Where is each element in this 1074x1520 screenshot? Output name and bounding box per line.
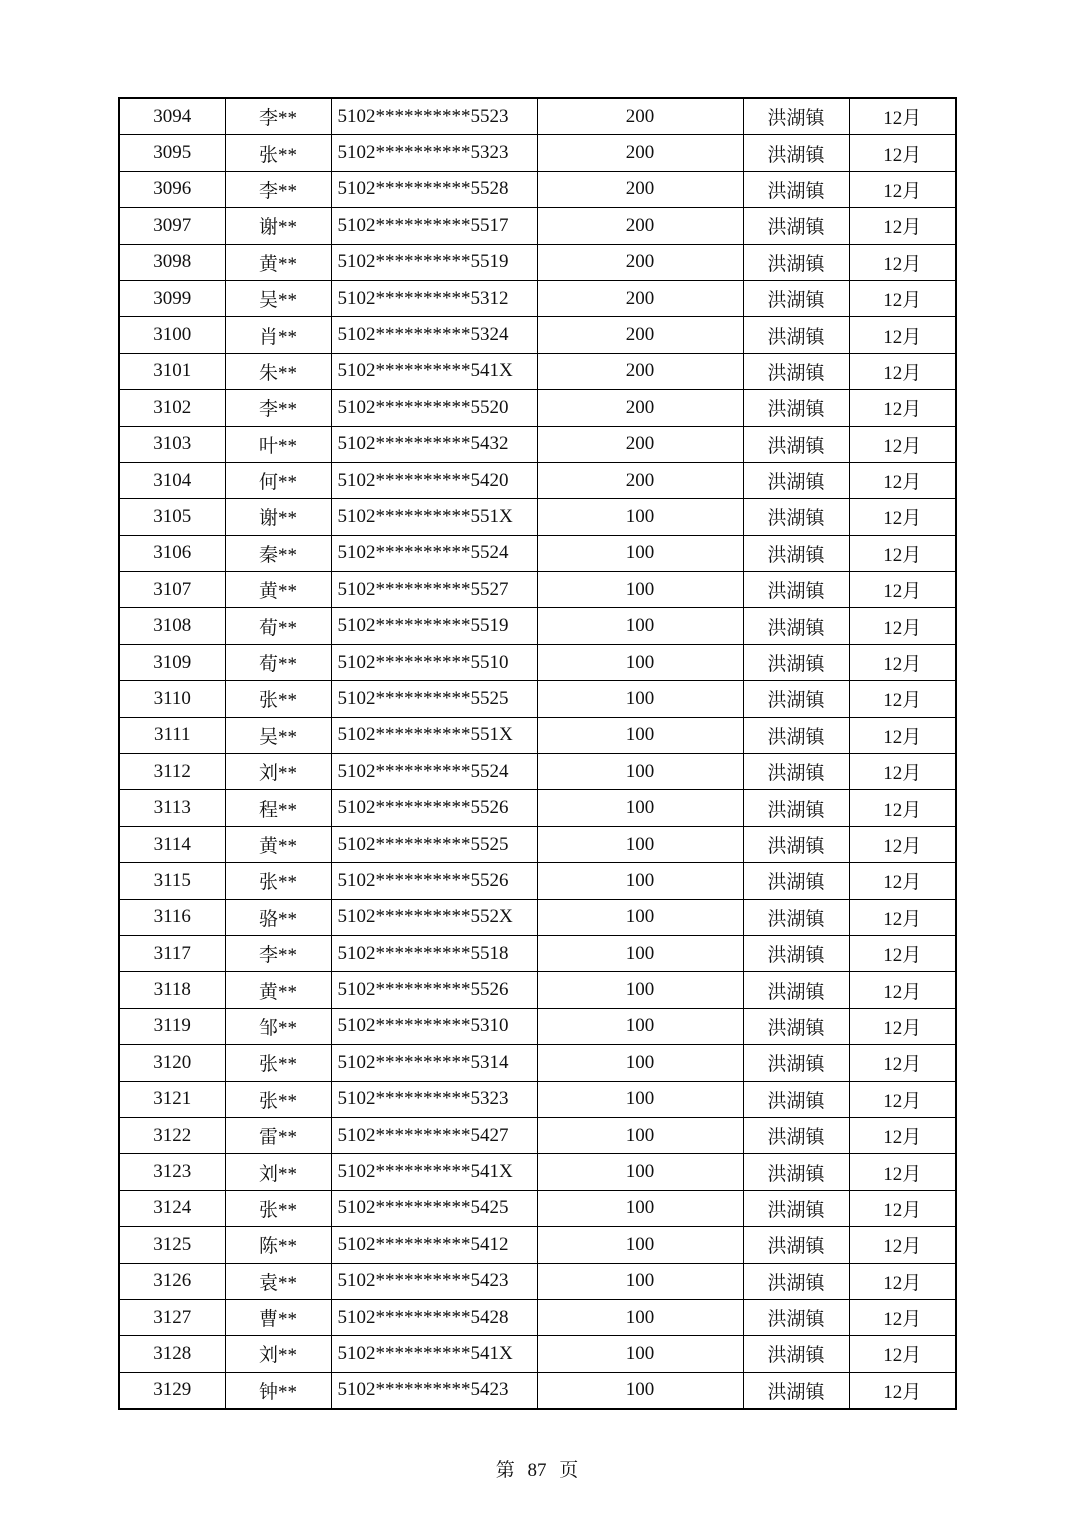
cell-id-number: 5102**********551X xyxy=(331,717,537,753)
cell-name: 秦** xyxy=(225,535,331,571)
cell-month: 12月 xyxy=(849,135,956,171)
cell-name: 张** xyxy=(225,681,331,717)
cell-amount: 100 xyxy=(537,644,743,680)
cell-name: 黄** xyxy=(225,826,331,862)
cell-month: 12月 xyxy=(849,1081,956,1117)
cell-town: 洪湖镇 xyxy=(743,390,849,426)
cell-month: 12月 xyxy=(849,608,956,644)
cell-name: 雷** xyxy=(225,1117,331,1153)
cell-id-number: 5102**********5527 xyxy=(331,572,537,608)
cell-id-number: 5102**********5526 xyxy=(331,972,537,1008)
cell-amount: 200 xyxy=(537,208,743,244)
table-row xyxy=(119,1263,956,1299)
cell-seq: 3097 xyxy=(119,208,225,244)
cell-town: 洪湖镇 xyxy=(743,171,849,207)
cell-month: 12月 xyxy=(849,572,956,608)
cell-seq: 3116 xyxy=(119,899,225,935)
cell-id-number: 5102**********5323 xyxy=(331,135,537,171)
cell-name: 黄** xyxy=(225,572,331,608)
table-row xyxy=(119,208,956,244)
table-row xyxy=(119,1227,956,1263)
table-row xyxy=(119,244,956,280)
cell-town: 洪湖镇 xyxy=(743,135,849,171)
cell-amount: 100 xyxy=(537,535,743,571)
cell-id-number: 5102**********541X xyxy=(331,353,537,389)
cell-id-number: 5102**********5428 xyxy=(331,1299,537,1335)
cell-town: 洪湖镇 xyxy=(743,280,849,316)
cell-town: 洪湖镇 xyxy=(743,754,849,790)
table-row xyxy=(119,863,956,899)
cell-month: 12月 xyxy=(849,1190,956,1226)
cell-seq: 3096 xyxy=(119,171,225,207)
cell-id-number: 5102**********5314 xyxy=(331,1045,537,1081)
cell-town: 洪湖镇 xyxy=(743,1081,849,1117)
cell-id-number: 5102**********5525 xyxy=(331,681,537,717)
cell-town: 洪湖镇 xyxy=(743,863,849,899)
cell-amount: 100 xyxy=(537,972,743,1008)
cell-seq: 3128 xyxy=(119,1336,225,1372)
cell-month: 12月 xyxy=(849,1263,956,1299)
cell-month: 12月 xyxy=(849,826,956,862)
table-row xyxy=(119,390,956,426)
cell-id-number: 5102**********5423 xyxy=(331,1263,537,1299)
cell-seq: 3125 xyxy=(119,1227,225,1263)
cell-seq: 3119 xyxy=(119,1008,225,1044)
table-row xyxy=(119,1372,956,1409)
table-row xyxy=(119,972,956,1008)
cell-amount: 200 xyxy=(537,171,743,207)
table-row xyxy=(119,317,956,353)
cell-month: 12月 xyxy=(849,899,956,935)
cell-seq: 3101 xyxy=(119,353,225,389)
cell-id-number: 5102**********5528 xyxy=(331,171,537,207)
cell-amount: 200 xyxy=(537,390,743,426)
cell-name: 钟** xyxy=(225,1372,331,1409)
cell-id-number: 5102**********5526 xyxy=(331,790,537,826)
cell-seq: 3113 xyxy=(119,790,225,826)
cell-name: 骆** xyxy=(225,899,331,935)
cell-month: 12月 xyxy=(849,1227,956,1263)
cell-town: 洪湖镇 xyxy=(743,608,849,644)
cell-amount: 100 xyxy=(537,863,743,899)
cell-name: 李** xyxy=(225,390,331,426)
cell-id-number: 5102**********551X xyxy=(331,499,537,535)
cell-id-number: 5102**********5523 xyxy=(331,98,537,135)
cell-name: 朱** xyxy=(225,353,331,389)
cell-month: 12月 xyxy=(849,317,956,353)
cell-id-number: 5102**********5524 xyxy=(331,754,537,790)
cell-month: 12月 xyxy=(849,462,956,498)
cell-town: 洪湖镇 xyxy=(743,353,849,389)
cell-town: 洪湖镇 xyxy=(743,972,849,1008)
cell-town: 洪湖镇 xyxy=(743,208,849,244)
table-row xyxy=(119,353,956,389)
cell-town: 洪湖镇 xyxy=(743,935,849,971)
cell-seq: 3107 xyxy=(119,572,225,608)
cell-seq: 3104 xyxy=(119,462,225,498)
cell-id-number: 5102**********5412 xyxy=(331,1227,537,1263)
cell-id-number: 5102**********5519 xyxy=(331,608,537,644)
table-row xyxy=(119,98,956,135)
cell-name: 刘** xyxy=(225,1336,331,1372)
cell-seq: 3111 xyxy=(119,717,225,753)
cell-name: 谢** xyxy=(225,208,331,244)
cell-name: 吴** xyxy=(225,280,331,316)
cell-seq: 3121 xyxy=(119,1081,225,1117)
cell-amount: 200 xyxy=(537,280,743,316)
table-row xyxy=(119,171,956,207)
cell-id-number: 5102**********552X xyxy=(331,899,537,935)
cell-seq: 3112 xyxy=(119,754,225,790)
records-table xyxy=(118,97,957,1410)
cell-seq: 3124 xyxy=(119,1190,225,1226)
cell-name: 李** xyxy=(225,171,331,207)
cell-amount: 100 xyxy=(537,899,743,935)
cell-name: 谢** xyxy=(225,499,331,535)
cell-month: 12月 xyxy=(849,1117,956,1153)
cell-id-number: 5102**********5525 xyxy=(331,826,537,862)
cell-id-number: 5102**********5517 xyxy=(331,208,537,244)
cell-amount: 100 xyxy=(537,1117,743,1153)
cell-month: 12月 xyxy=(849,426,956,462)
cell-name: 张** xyxy=(225,863,331,899)
cell-seq: 3122 xyxy=(119,1117,225,1153)
table-row xyxy=(119,1117,956,1153)
cell-name: 叶** xyxy=(225,426,331,462)
cell-id-number: 5102**********5420 xyxy=(331,462,537,498)
cell-amount: 100 xyxy=(537,1336,743,1372)
table-row xyxy=(119,790,956,826)
cell-seq: 3099 xyxy=(119,280,225,316)
table-row xyxy=(119,826,956,862)
cell-town: 洪湖镇 xyxy=(743,1227,849,1263)
cell-seq: 3127 xyxy=(119,1299,225,1335)
cell-town: 洪湖镇 xyxy=(743,899,849,935)
table-row xyxy=(119,462,956,498)
cell-id-number: 5102**********5312 xyxy=(331,280,537,316)
cell-amount: 100 xyxy=(537,1372,743,1409)
table-row xyxy=(119,1081,956,1117)
cell-id-number: 5102**********5323 xyxy=(331,1081,537,1117)
cell-name: 张** xyxy=(225,1081,331,1117)
cell-amount: 100 xyxy=(537,754,743,790)
cell-amount: 200 xyxy=(537,462,743,498)
cell-name: 荀** xyxy=(225,608,331,644)
cell-month: 12月 xyxy=(849,972,956,1008)
cell-town: 洪湖镇 xyxy=(743,98,849,135)
cell-month: 12月 xyxy=(849,1372,956,1409)
cell-amount: 100 xyxy=(537,1227,743,1263)
table-row xyxy=(119,535,956,571)
cell-month: 12月 xyxy=(849,171,956,207)
cell-seq: 3114 xyxy=(119,826,225,862)
cell-month: 12月 xyxy=(849,280,956,316)
cell-seq: 3129 xyxy=(119,1372,225,1409)
cell-id-number: 5102**********5427 xyxy=(331,1117,537,1153)
cell-month: 12月 xyxy=(849,390,956,426)
table-row xyxy=(119,1045,956,1081)
cell-seq: 3095 xyxy=(119,135,225,171)
cell-seq: 3126 xyxy=(119,1263,225,1299)
cell-amount: 200 xyxy=(537,426,743,462)
cell-id-number: 5102**********5432 xyxy=(331,426,537,462)
cell-town: 洪湖镇 xyxy=(743,717,849,753)
table-row xyxy=(119,499,956,535)
cell-amount: 100 xyxy=(537,608,743,644)
cell-id-number: 5102**********541X xyxy=(331,1336,537,1372)
cell-name: 荀** xyxy=(225,644,331,680)
cell-month: 12月 xyxy=(849,353,956,389)
cell-name: 张** xyxy=(225,135,331,171)
table-row xyxy=(119,572,956,608)
cell-id-number: 5102**********5518 xyxy=(331,935,537,971)
cell-seq: 3105 xyxy=(119,499,225,535)
records-table-body xyxy=(119,98,956,1409)
cell-amount: 200 xyxy=(537,244,743,280)
cell-town: 洪湖镇 xyxy=(743,535,849,571)
cell-town: 洪湖镇 xyxy=(743,1008,849,1044)
cell-amount: 100 xyxy=(537,935,743,971)
cell-town: 洪湖镇 xyxy=(743,1154,849,1190)
cell-month: 12月 xyxy=(849,1045,956,1081)
cell-name: 程** xyxy=(225,790,331,826)
cell-id-number: 5102**********5519 xyxy=(331,244,537,280)
table-row xyxy=(119,681,956,717)
table-row xyxy=(119,280,956,316)
cell-amount: 100 xyxy=(537,499,743,535)
cell-id-number: 5102**********5510 xyxy=(331,644,537,680)
cell-month: 12月 xyxy=(849,754,956,790)
cell-amount: 100 xyxy=(537,1008,743,1044)
cell-month: 12月 xyxy=(849,644,956,680)
cell-seq: 3109 xyxy=(119,644,225,680)
cell-town: 洪湖镇 xyxy=(743,1045,849,1081)
cell-amount: 100 xyxy=(537,1154,743,1190)
cell-name: 黄** xyxy=(225,972,331,1008)
cell-amount: 100 xyxy=(537,1045,743,1081)
cell-seq: 3118 xyxy=(119,972,225,1008)
cell-amount: 200 xyxy=(537,135,743,171)
cell-id-number: 5102**********5310 xyxy=(331,1008,537,1044)
cell-name: 李** xyxy=(225,98,331,135)
cell-amount: 100 xyxy=(537,1190,743,1226)
cell-month: 12月 xyxy=(849,935,956,971)
cell-seq: 3098 xyxy=(119,244,225,280)
cell-town: 洪湖镇 xyxy=(743,1372,849,1409)
cell-id-number: 5102**********5520 xyxy=(331,390,537,426)
cell-amount: 200 xyxy=(537,317,743,353)
cell-seq: 3110 xyxy=(119,681,225,717)
cell-month: 12月 xyxy=(849,208,956,244)
cell-seq: 3115 xyxy=(119,863,225,899)
cell-month: 12月 xyxy=(849,1299,956,1335)
cell-town: 洪湖镇 xyxy=(743,681,849,717)
cell-month: 12月 xyxy=(849,1154,956,1190)
cell-seq: 3106 xyxy=(119,535,225,571)
cell-town: 洪湖镇 xyxy=(743,426,849,462)
table-row xyxy=(119,754,956,790)
cell-seq: 3102 xyxy=(119,390,225,426)
cell-name: 张** xyxy=(225,1045,331,1081)
cell-seq: 3117 xyxy=(119,935,225,971)
cell-month: 12月 xyxy=(849,98,956,135)
cell-amount: 100 xyxy=(537,572,743,608)
cell-amount: 100 xyxy=(537,681,743,717)
cell-id-number: 5102**********5524 xyxy=(331,535,537,571)
cell-amount: 100 xyxy=(537,717,743,753)
table-row xyxy=(119,135,956,171)
table-row xyxy=(119,1190,956,1226)
cell-town: 洪湖镇 xyxy=(743,1263,849,1299)
table-row xyxy=(119,1336,956,1372)
cell-town: 洪湖镇 xyxy=(743,462,849,498)
cell-month: 12月 xyxy=(849,535,956,571)
table-row xyxy=(119,899,956,935)
cell-name: 曹** xyxy=(225,1299,331,1335)
cell-month: 12月 xyxy=(849,717,956,753)
table-row xyxy=(119,1299,956,1335)
cell-amount: 200 xyxy=(537,98,743,135)
cell-name: 袁** xyxy=(225,1263,331,1299)
cell-amount: 100 xyxy=(537,1081,743,1117)
cell-name: 肖** xyxy=(225,317,331,353)
cell-seq: 3094 xyxy=(119,98,225,135)
page-footer xyxy=(0,1455,1074,1482)
table-row xyxy=(119,935,956,971)
footer-suffix: 页 xyxy=(559,1460,579,1481)
cell-amount: 100 xyxy=(537,790,743,826)
cell-town: 洪湖镇 xyxy=(743,790,849,826)
table-row xyxy=(119,608,956,644)
cell-town: 洪湖镇 xyxy=(743,1336,849,1372)
cell-amount: 100 xyxy=(537,826,743,862)
cell-seq: 3120 xyxy=(119,1045,225,1081)
cell-town: 洪湖镇 xyxy=(743,1190,849,1226)
cell-name: 何** xyxy=(225,462,331,498)
table-row xyxy=(119,644,956,680)
cell-month: 12月 xyxy=(849,681,956,717)
cell-seq: 3108 xyxy=(119,608,225,644)
cell-name: 邹** xyxy=(225,1008,331,1044)
cell-id-number: 5102**********541X xyxy=(331,1154,537,1190)
table-row xyxy=(119,717,956,753)
cell-id-number: 5102**********5423 xyxy=(331,1372,537,1409)
cell-town: 洪湖镇 xyxy=(743,1117,849,1153)
cell-town: 洪湖镇 xyxy=(743,572,849,608)
cell-name: 吴** xyxy=(225,717,331,753)
cell-seq: 3123 xyxy=(119,1154,225,1190)
cell-name: 张** xyxy=(225,1190,331,1226)
cell-town: 洪湖镇 xyxy=(743,644,849,680)
cell-month: 12月 xyxy=(849,499,956,535)
table-row xyxy=(119,1154,956,1190)
cell-seq: 3103 xyxy=(119,426,225,462)
cell-seq: 3100 xyxy=(119,317,225,353)
cell-name: 陈** xyxy=(225,1227,331,1263)
cell-town: 洪湖镇 xyxy=(743,244,849,280)
table-row xyxy=(119,426,956,462)
cell-amount: 100 xyxy=(537,1299,743,1335)
cell-amount: 100 xyxy=(537,1263,743,1299)
table-row xyxy=(119,1008,956,1044)
cell-name: 黄** xyxy=(225,244,331,280)
page-number: 87 xyxy=(527,1460,547,1481)
cell-month: 12月 xyxy=(849,244,956,280)
cell-town: 洪湖镇 xyxy=(743,317,849,353)
cell-name: 李** xyxy=(225,935,331,971)
cell-month: 12月 xyxy=(849,863,956,899)
cell-id-number: 5102**********5526 xyxy=(331,863,537,899)
cell-town: 洪湖镇 xyxy=(743,826,849,862)
cell-month: 12月 xyxy=(849,1336,956,1372)
cell-id-number: 5102**********5425 xyxy=(331,1190,537,1226)
cell-amount: 200 xyxy=(537,353,743,389)
cell-town: 洪湖镇 xyxy=(743,499,849,535)
cell-name: 刘** xyxy=(225,754,331,790)
cell-month: 12月 xyxy=(849,790,956,826)
cell-name: 刘** xyxy=(225,1154,331,1190)
cell-town: 洪湖镇 xyxy=(743,1299,849,1335)
footer-prefix: 第 xyxy=(495,1460,515,1481)
cell-month: 12月 xyxy=(849,1008,956,1044)
cell-id-number: 5102**********5324 xyxy=(331,317,537,353)
